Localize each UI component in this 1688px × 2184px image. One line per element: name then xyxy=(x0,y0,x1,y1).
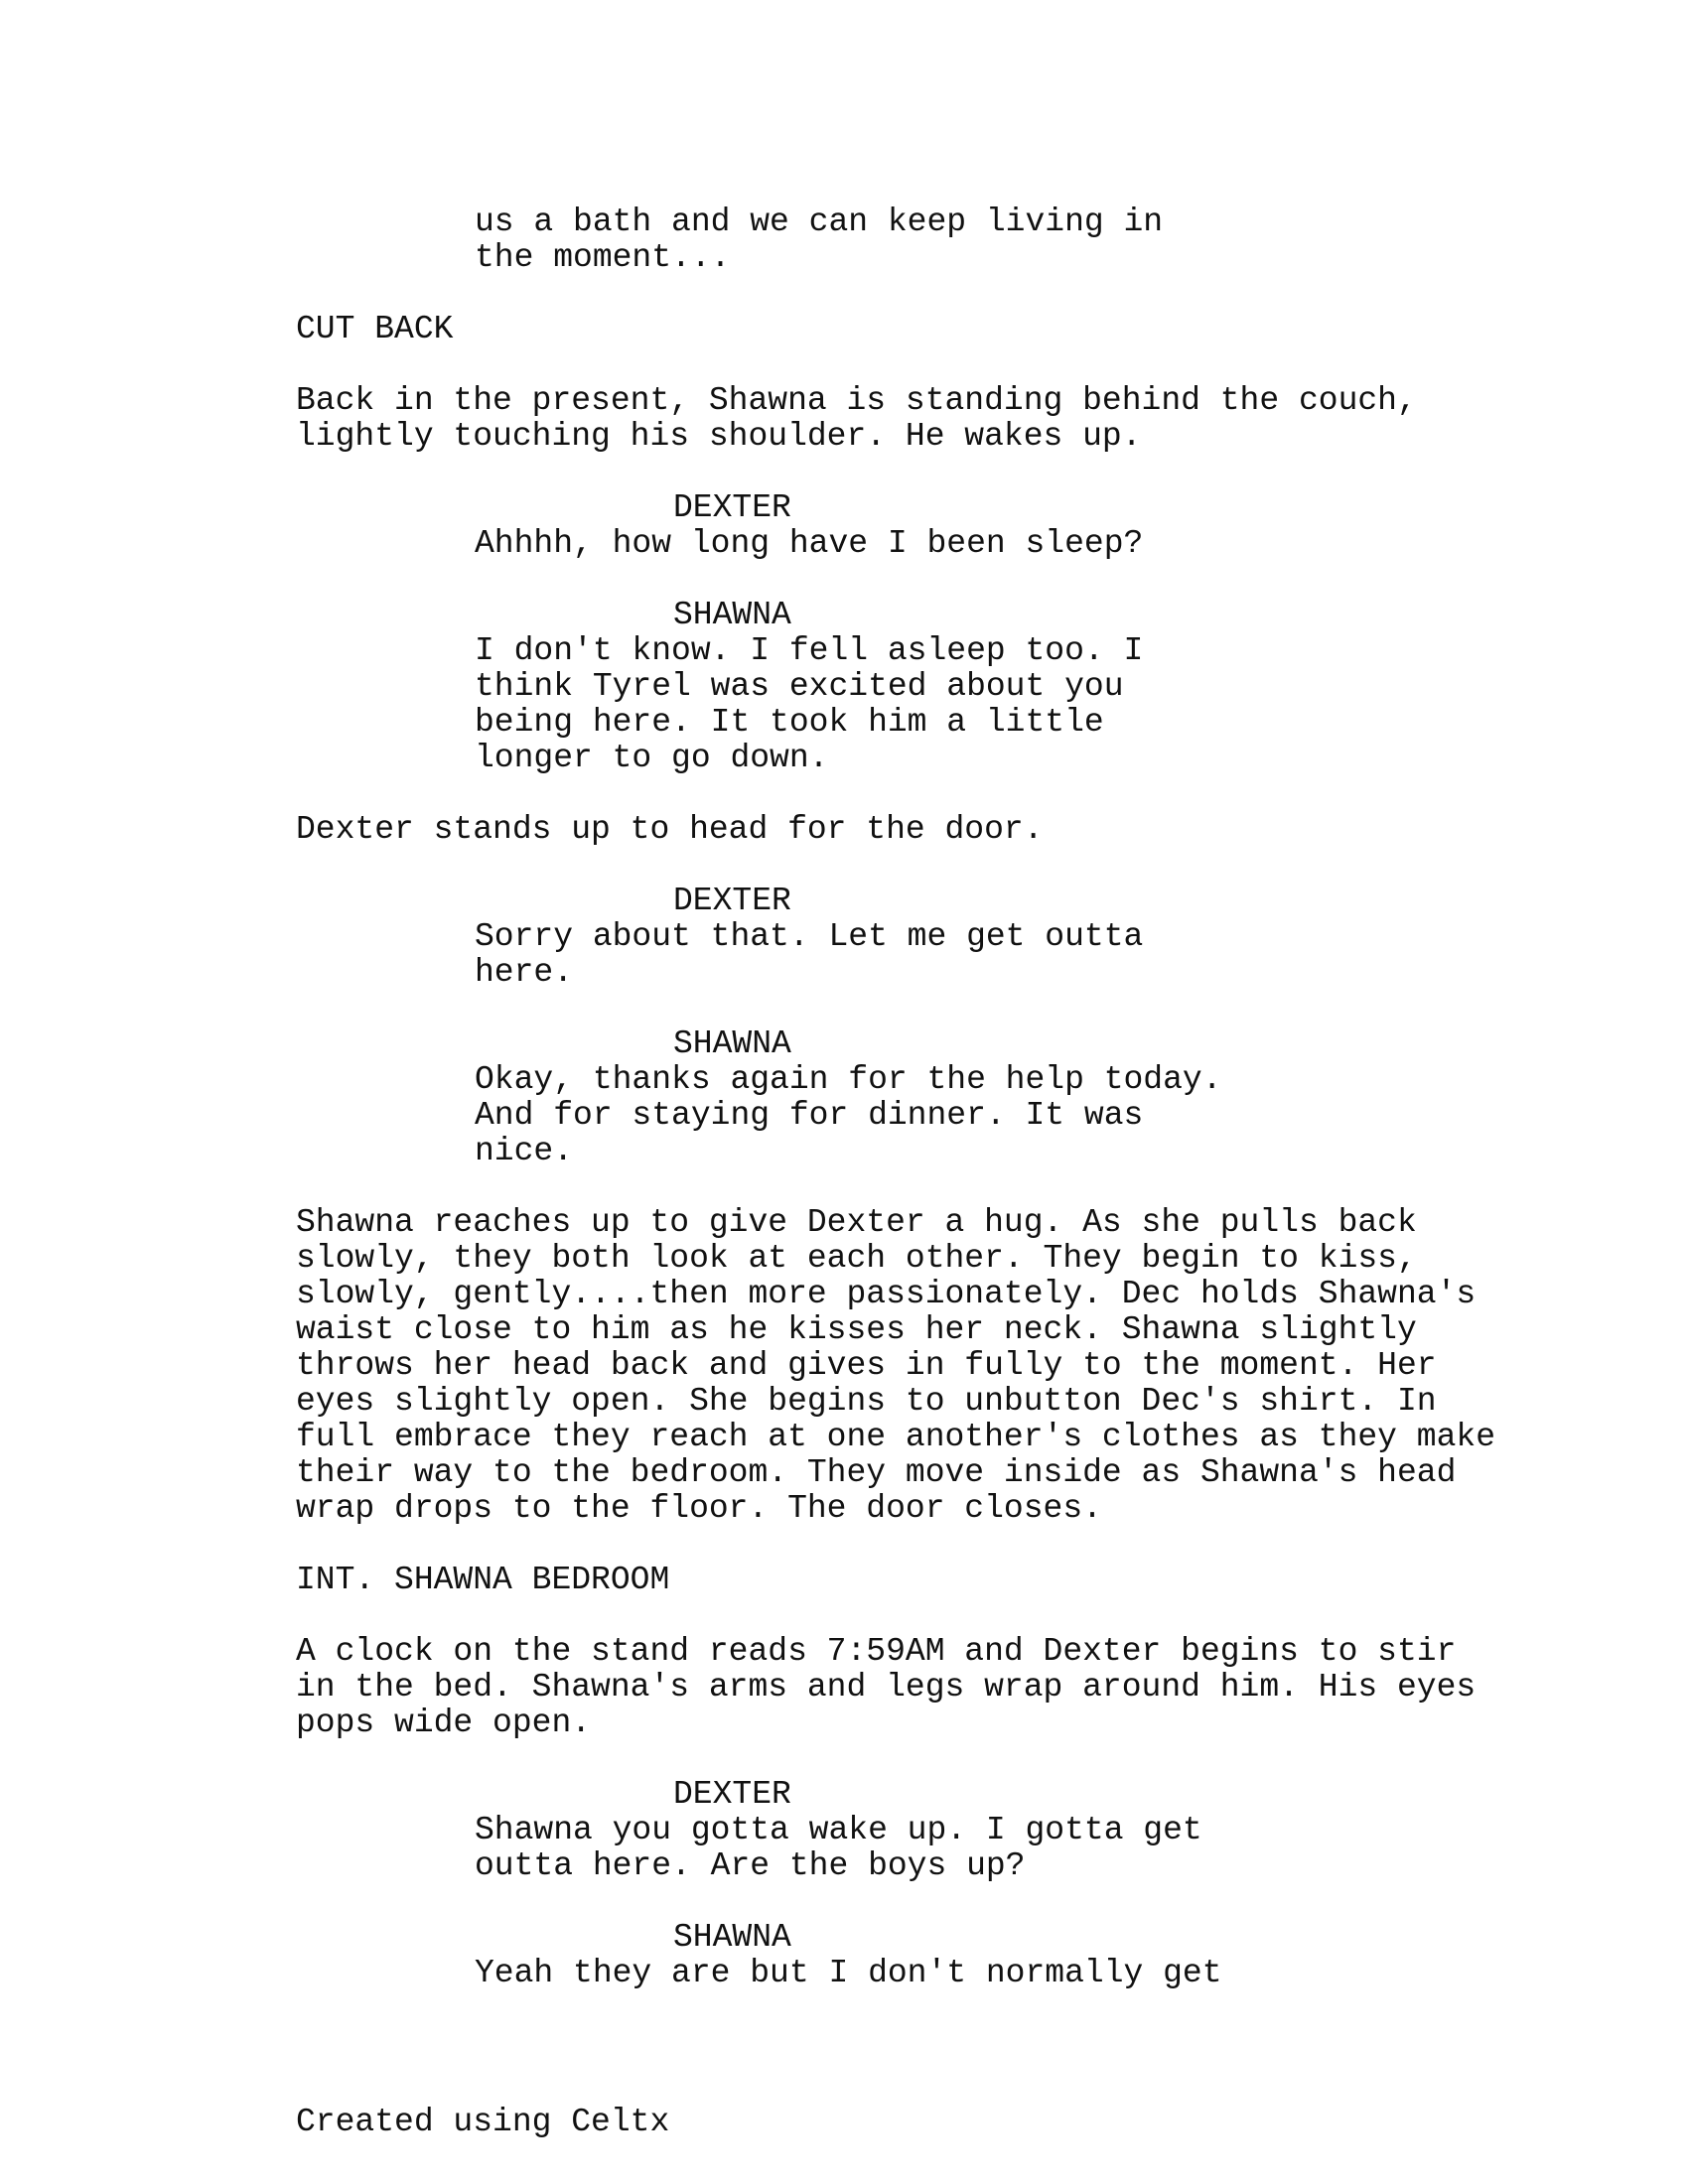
action-line: waist close to him as he kisses her neck. Shawna slightly xyxy=(296,1311,1417,1348)
action-line: wrap drops to the floor. The door closes. xyxy=(296,1490,1102,1527)
dialogue-line: here. xyxy=(475,954,574,991)
dialogue-line: Shawna you gotta wake up. I gotta get xyxy=(475,1812,1202,1848)
action-line: lightly touching his shoulder. He wakes up. xyxy=(296,418,1142,455)
dialogue-line: And for staying for dinner. It was xyxy=(475,1097,1144,1134)
transition-line: CUT BACK xyxy=(296,311,454,347)
action-line: their way to the bedroom. They move inside as Shawna's head xyxy=(296,1454,1457,1491)
action-line: eyes slightly open. She begins to unbutton Dec's shirt. In xyxy=(296,1383,1437,1420)
action-line: slowly, gently....then more passionately. Dec holds Shawna's xyxy=(296,1276,1477,1312)
character-name: SHAWNA xyxy=(673,597,791,633)
dialogue-line: being here. It took him a little xyxy=(475,704,1104,741)
character-name: SHAWNA xyxy=(673,1025,791,1062)
dialogue-line: outta here. Are the boys up? xyxy=(475,1847,1026,1884)
dialogue-line: think Tyrel was excited about you xyxy=(475,668,1124,705)
action-line: Dexter stands up to head for the door. xyxy=(296,811,1044,848)
action-line: throws her head back and gives in fully to the moment. Her xyxy=(296,1347,1437,1384)
dialogue-line: Yeah they are but I don't normally get xyxy=(475,1955,1222,1991)
action-line: pops wide open. xyxy=(296,1705,592,1741)
dialogue-line: I don't know. I fell asleep too. I xyxy=(475,632,1144,669)
action-line: full embrace they reach at one another's clothes as they make xyxy=(296,1419,1495,1455)
action-line: Back in the present, Shawna is standing behind the couch, xyxy=(296,382,1417,419)
character-name: DEXTER xyxy=(673,489,791,526)
dialogue-line: longer to go down. xyxy=(475,740,829,776)
scene-heading: INT. SHAWNA BEDROOM xyxy=(296,1562,670,1598)
action-line: Shawna reaches up to give Dexter a hug. As she pulls back xyxy=(296,1204,1417,1241)
dialogue-line: nice. xyxy=(475,1133,574,1169)
dialogue-line: Okay, thanks again for the help today. xyxy=(475,1061,1222,1098)
character-name: DEXTER xyxy=(673,1776,791,1813)
action-line: A clock on the stand reads 7:59AM and Dexter begins to stir xyxy=(296,1633,1457,1670)
action-line: slowly, they both look at each other. They begin to kiss, xyxy=(296,1240,1417,1277)
dialogue-line: us a bath and we can keep living in xyxy=(475,204,1164,240)
character-name: DEXTER xyxy=(673,883,791,919)
page-footer: Created using Celtx xyxy=(296,2104,670,2140)
dialogue-line: the moment... xyxy=(475,239,731,276)
action-line: in the bed. Shawna's arms and legs wrap around him. His eyes xyxy=(296,1669,1477,1706)
dialogue-line: Ahhhh, how long have I been sleep? xyxy=(475,525,1144,562)
character-name: SHAWNA xyxy=(673,1919,791,1956)
dialogue-line: Sorry about that. Let me get outta xyxy=(475,918,1144,955)
